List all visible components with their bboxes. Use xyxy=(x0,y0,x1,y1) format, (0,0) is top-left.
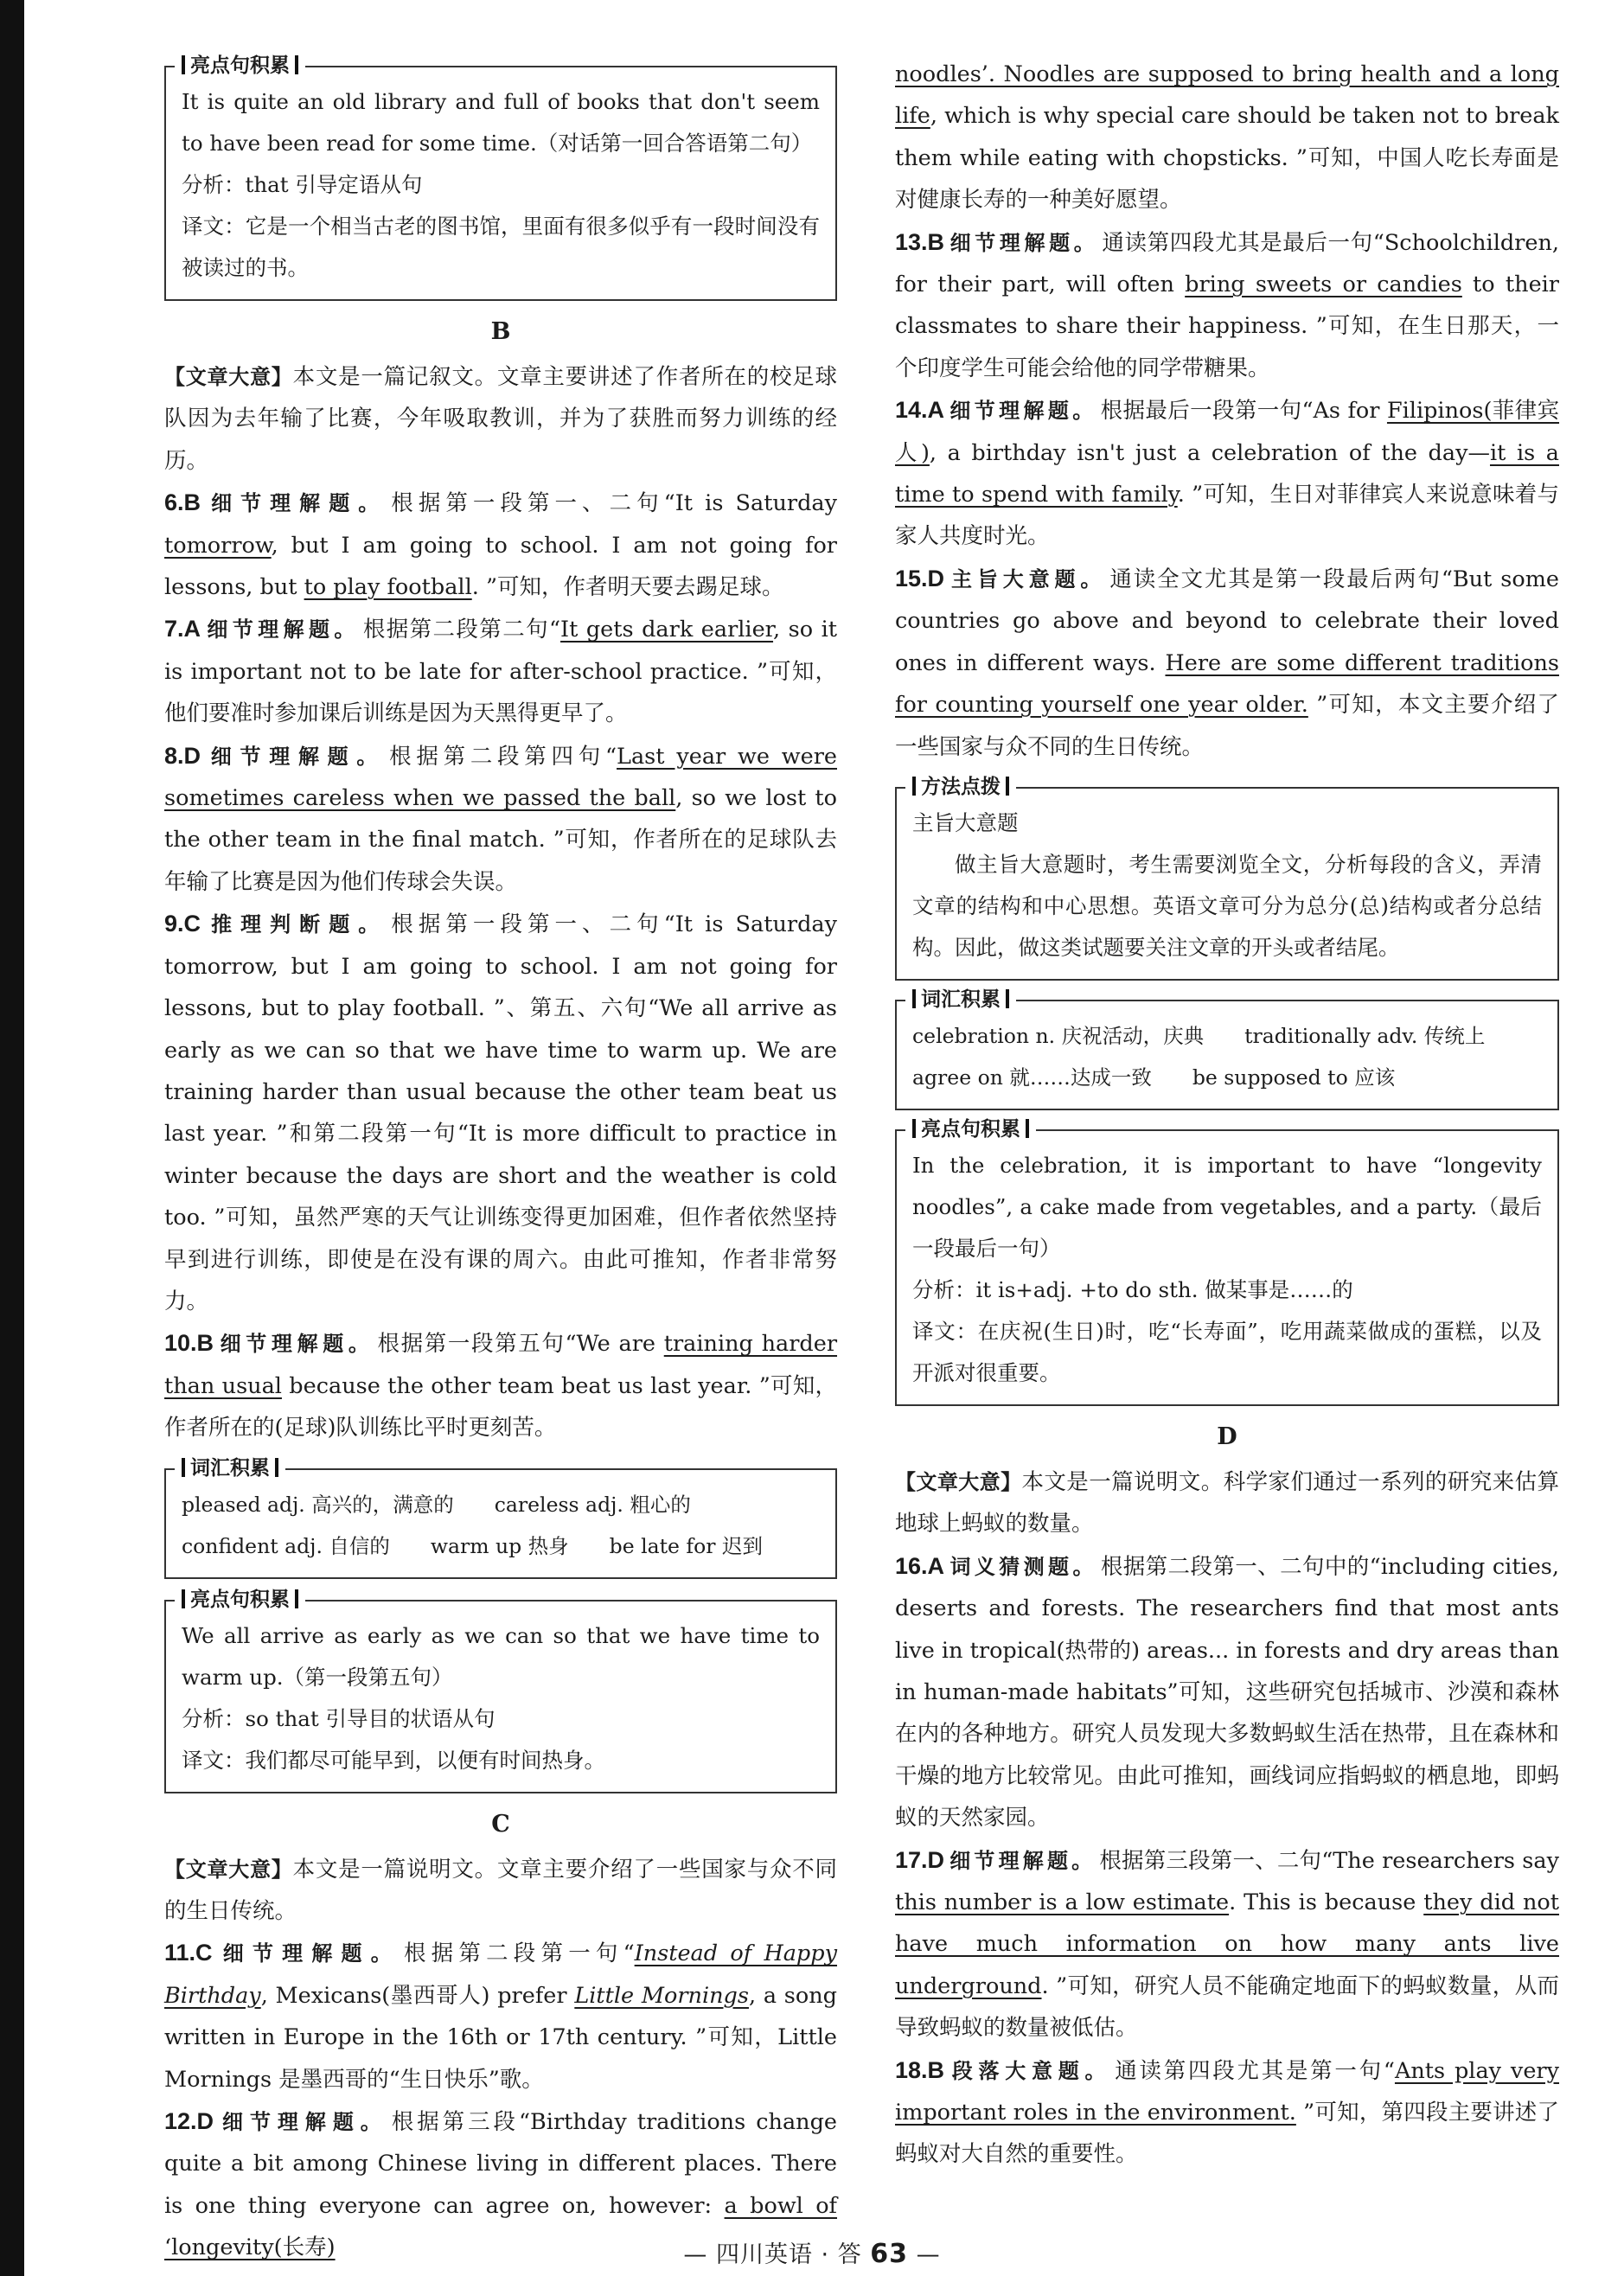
highlight-sentence-box-1 xyxy=(164,54,837,301)
article-summary-d: 【文章大意】本文是一篇说明文。科学家们通过一系列的研究来估算地球上蚂蚁的数量。 xyxy=(895,1468,1559,1538)
vocabulary-box-1 xyxy=(164,1456,837,1579)
answer-12: 12.D 细节理解题。 根据第三段“Birthday traditions change quite a bit among Chinese living in different places. There is one thing everyone can agree on, however: a bowl of ‘longevity(长寿) xyxy=(164,2108,837,2261)
box-translation: 译文：在庆祝(生日)时，吃“长寿面”，吃用蔬菜做成的蛋糕，以及开派对很重要。 xyxy=(912,1318,1542,1385)
answer-6: 6.B 细节理解题。 根据第一段第一、二句“It is Saturday tomorrow, but I am going to school. I am not going for lessons, but to play football. ”可知，作者明天要去踢足球。 xyxy=(164,489,838,601)
article-summary-b: 【文章大意】本文是一篇记叙文。文章主要讲述了作者所在的校足球队因为去年输了比赛，今年吸取教训，并为了获胜而努力训练的经历。 xyxy=(164,364,837,474)
section-letter-d: D xyxy=(1217,1422,1237,1450)
box-translation: 译文：我们都尽可能早到，以便有时间热身。 xyxy=(182,1747,605,1773)
vocab-line: agree on 就……达成一致 be supposed to 应该 xyxy=(912,1064,1396,1090)
box-analysis: 分析：so that 引导目的状语从句 xyxy=(182,1705,496,1731)
box-analysis: 分析：it is+adj. +to do sth. 做某事是……的 xyxy=(912,1276,1353,1302)
answer-14: 14.A 细节理解题。 根据最后一段第一句“As for Filipinos(菲律宾人), a birthday isn't just a celebration of the day—it is a time to spend with family. ”可知，生日对菲律宾人来说意味着与家人共度时光。 xyxy=(895,397,1560,550)
box-translation: 译文：它是一个相当古老的图书馆，里面有很多似乎有一段时间没有被读过的书。 xyxy=(182,214,820,280)
box-title: 亮点句积累 xyxy=(175,53,305,79)
box-sentence: We all arrive as early as we can so that we have time to warm up.（第一段第五句） xyxy=(182,1622,820,1690)
answer-13: 13.B 细节理解题。 通读第四段尤其是最后一句“Schoolchildren, for their part, will often bring sweets or candies to their classmates to share their happiness. ”可知，在生日那天，一个印度学生可能会给他的同学带糖果。 xyxy=(895,228,1559,381)
box-analysis: 分析：that 引导定语从句 xyxy=(182,172,423,197)
box-title: 词汇积累 xyxy=(175,1455,285,1481)
box-title: 词汇积累 xyxy=(905,987,1016,1013)
vocab-line: celebration n. 庆祝活动，庆典 traditionally adv. 传统上 xyxy=(912,1023,1486,1048)
page-number: 63 xyxy=(870,2239,909,2269)
vocab-line: confident adj. 自信的 warm up 热身 be late for 迟到 xyxy=(182,1533,763,1558)
highlight-sentence-box-2 xyxy=(164,1588,837,1793)
method-text: 做主旨大意题时，考生需要浏览全文，分析每段的含义，弄清文章的结构和中心思想。英语文章可分为总分(总)结构或者分总结构。因此，做这类试题要关注文章的开头或者结尾。 xyxy=(912,851,1542,960)
method-tips-box xyxy=(895,775,1559,981)
answer-17: 17.D 细节理解题。 根据第三段第一、二句“The researchers say this number is a low estimate. This is because they did not have much information on how many ants live underground. ”可知，研究人员不能确定地面下的蚂蚁数量，从而导致蚂蚁的数量被低估。 xyxy=(895,1846,1559,2042)
answer-12-continued: noodles’. Noodles are supposed to bring health and a long life, which is why special care should be taken not to break them while eating with chopsticks. ”可知，中国人吃长寿面是对健康长寿的一种美好愿望。 xyxy=(895,61,1559,214)
method-subtitle: 主旨大意题 xyxy=(912,809,1019,835)
answer-9: 9.C 推理判断题。 根据第一段第一、二句“It is Saturday tomorrow, but I am going to school. I am not going for lessons, but to play football. ”、第五、六句“We all arrive as early as we can so that we have time to warm up. We are training harder than usual because the other team beat us last year. ”和第二段第一句“It is more difficult to practice in winter because the days are short and the weather is cold too. ”可知，虽然严寒的天气让训练变得更加困难，但作者依然坚持早到进行训练，即使是在没有课的周六。由此可推知，作者非常努力。 xyxy=(164,911,838,1314)
vocabulary-box-2 xyxy=(895,988,1559,1110)
box-title: 方法点拨 xyxy=(905,774,1016,800)
answer-8: 8.D 细节理解题。 根据第二段第四句“Last year we were sometimes careless when we passed the ball, so we lost to the other team in the final match. ”可知，作者所在的足球队去年输了比赛是因为他们传球会失误。 xyxy=(164,742,838,895)
answer-16: 16.A 词义猜测题。 根据第二段第一、二句中的“including cities, deserts and forests. The researchers find that most ants live in tropical(热带的) areas... in forests and dry areas than in human-made habitats”可知，这些研究包括城市、沙漠和森林在内的各种地方。研究人员发现大多数蚂蚁生活在热带，且在森林和干燥的地方比较常见。由此可推知，画线词应指蚂蚁的栖息地，即蚂蚁的天然家园。 xyxy=(895,1552,1559,1832)
answer-15: 15.D 主旨大意题。 通读全文尤其是第一段最后两句“But some countries go above and beyond to celebrate their loved ones in different ways. Here are some different traditions for counting yourself one year older. ”可知，本文主要介绍了一些国家与众不同的生日传统。 xyxy=(895,565,1559,760)
vocab-line: pleased adj. 高兴的，满意的 careless adj. 粗心的 xyxy=(182,1492,691,1517)
article-summary-c: 【文章大意】本文是一篇说明文。文章主要介绍了一些国家与众不同的生日传统。 xyxy=(164,1856,837,1924)
left-column xyxy=(164,54,838,2269)
page-edge-bar xyxy=(0,0,24,2276)
answer-7: 7.A 细节理解题。 根据第二段第二句“It gets dark earlier, so it is important not to be late for after-school practice. ”可知，他们要准时参加课后训练是因为天黑得更早了。 xyxy=(164,616,837,727)
section-letter-b: B xyxy=(490,318,511,345)
box-sentence: It is quite an old library and full of books that don't seem to have been read for some time.（对话第一回合答语第二句） xyxy=(182,89,820,156)
section-letter-c: C xyxy=(491,1810,510,1838)
page-footer: — 四川英语 · 答 63 — xyxy=(683,2239,941,2269)
answer-10: 10.B 细节理解题。 根据第一段第五句“We are training harder than usual because the other team beat us last year. ”可知，作者所在的(足球)队训练比平时更刻苦。 xyxy=(164,1330,838,1442)
box-sentence: In the celebration, it is important to have “longevity noodles”, a cake made from vegetables, and a party.（最后一段最后一句） xyxy=(912,1152,1542,1261)
highlight-sentence-box-3 xyxy=(895,1117,1559,1406)
answer-11: 11.C 细节理解题。 根据第二段第一句“Instead of Happy Birthday, Mexicans(墨西哥人) prefer Little Mornings, a song written in Europe in the 16th or 17th century. ”可知，Little Mornings 是墨西哥的“生日快乐”歌。 xyxy=(164,1940,837,2093)
box-title: 亮点句积累 xyxy=(905,1116,1036,1142)
box-title: 亮点句积累 xyxy=(175,1587,305,1613)
answer-18: 18.B 段落大意题。 通读第四段尤其是第一句“Ants play very important roles in the environment. ”可知，第四段主要讲述了蚂蚁对大自然的重要性。 xyxy=(895,2056,1559,2168)
right-column xyxy=(895,59,1559,2176)
